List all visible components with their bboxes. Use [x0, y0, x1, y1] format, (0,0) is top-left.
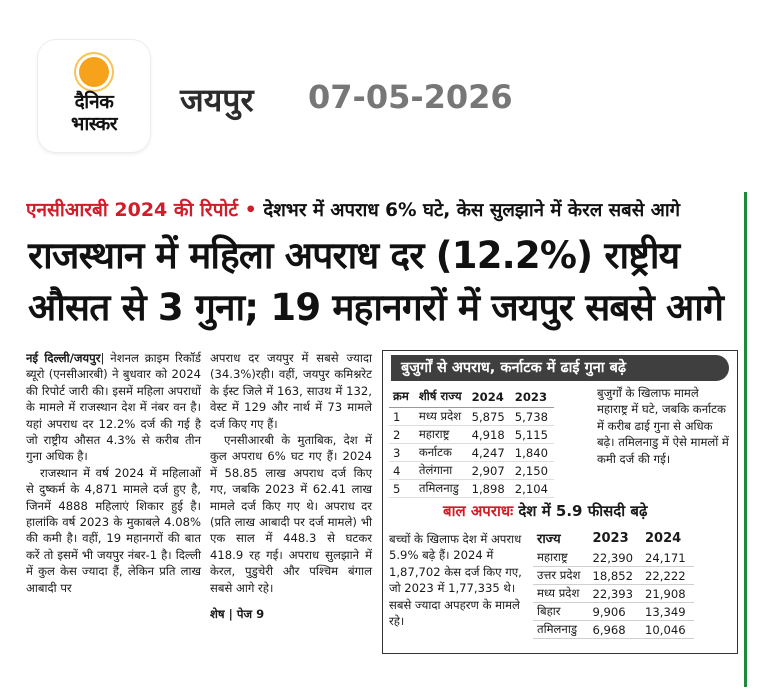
table-cell: 13,349: [641, 603, 694, 621]
kicker-source: एनसीआरबी 2024 की रिपोर्ट: [26, 199, 238, 221]
table-cell: 22,393: [588, 585, 641, 603]
table-cell: कर्नाटक: [415, 444, 468, 462]
stats-box: [382, 350, 738, 654]
table-cell: 5,115: [511, 426, 554, 444]
table-cell: मध्य प्रदेश: [533, 585, 588, 603]
article-column-2: [210, 350, 372, 623]
article-column-1: नई दिल्ली/जयपुर| नेशनल क्राइम रिकॉर्ड ब्यूरो (एनसीआरबी) ने बुधवार को 2024 की रिपोर्ट जारी की। इसमें महिला अपराधों के मामले में राजस्थान देश में नंबर वन है। यहां अपराध दर 12.2% दर्ज की गई है जो राष्ट्रीय औसत 4.3% से करीब तीन गुना अधिक है। राजस्थान में वर्ष 2024 में महिलाओं से दुष्कर्म के 4,871 मामले दर्ज हुए है, जिनमें 4888 महिलाएं शिकार हुई है। हालांकि वर्ष 2023 के मुकाबले 4.08% की कमी है। वहीं, 19 महानगरों की बात करें तो इसमें भी जयपुर नंबर-1 है। दिल्ली में कुल केस ज्यादा हैं, लेकिन प्रति लाख आबादी पर: [26, 351, 201, 595]
table-cell: 5,875: [468, 408, 511, 426]
child-table: [533, 527, 694, 639]
table-cell: 2,907: [468, 462, 511, 480]
table-cell: महाराष्ट्र: [533, 549, 588, 567]
sun-icon: [79, 57, 109, 87]
table-row: [533, 603, 694, 621]
table-cell: 6,968: [588, 621, 641, 639]
continued-marker: शेष | पेज 9: [210, 607, 265, 622]
table-cell: 4,247: [468, 444, 511, 462]
table-cell: बिहार: [533, 603, 588, 621]
table-header: 2023: [511, 387, 554, 408]
paragraph: अपराध दर जयपुर में सबसे ज्यादा (34.3%)रही। वहीं, जयपुर कमिश्नरेट के ईस्ट जिले में 163, साउथ में 132, वेस्ट में 129 और नार्थ में 73 मामले दर्ज किए गए हैं।: [210, 351, 372, 431]
table-header-row: [389, 387, 554, 408]
table-cell: 10,046: [641, 621, 694, 639]
table-cell: 3: [389, 444, 415, 462]
table-header: 2024: [468, 387, 511, 408]
table-row: [389, 480, 554, 498]
table-header: क्रम: [389, 387, 415, 408]
child-box-title-red: बाल अपराधः: [443, 502, 514, 520]
headline: [28, 230, 740, 334]
table-cell: 1,898: [468, 480, 511, 498]
table-cell: 2: [389, 426, 415, 444]
table-cell: 5,738: [511, 408, 554, 426]
dateline: नई दिल्ली/जयपुर: [26, 351, 101, 365]
table-cell: 1: [389, 408, 415, 426]
table-header: 2023: [592, 530, 629, 546]
table-row: [533, 549, 694, 567]
table-cell: मध्य प्रदेश: [415, 408, 468, 426]
table-row: [389, 444, 554, 462]
logo-line-2: भास्कर: [70, 113, 118, 135]
edition-city: जयपुर: [180, 81, 254, 119]
child-note: बच्चों के खिलाफ देश में अपराध 5.9% बढ़े हैं। 2024 में 1,87,702 केस दर्ज किए गए, जो 2023 में 1,77,335 थे। सबसे ज्यादा अपहरण के मामले रहे।: [389, 532, 522, 629]
logo-line-1: दैनिक: [74, 91, 114, 113]
table-cell: 21,908: [641, 585, 694, 603]
elderly-box-title: बुजुर्गों से अपराध, कर्नाटक में ढाई गुना बढ़े: [391, 355, 729, 381]
table-header: 2024: [645, 530, 682, 546]
paragraph: राजस्थान में वर्ष 2024 में महिलाओं से दुष्कर्म के 4,871 मामले दर्ज हुए है, जिनमें 4888 महिलाएं शिकार हुई है। हालांकि वर्ष 2023 के मुकाबले 4.08% की कमी है। वहीं, 19 महानगरों की बात करें तो इसमें भी जयपुर नंबर-1 है। दिल्ली में कुल केस ज्यादा हैं, लेकिन प्रति लाख आबादी पर: [26, 465, 201, 595]
headline-line-2: औसत से 3 गुना; 19 महानगरों में जयपुर सबसे आगे: [28, 286, 724, 329]
table-row: [389, 408, 554, 426]
elderly-note: बुजुर्गों के खिलाफ मामले महाराष्ट्र में घटे, जबकि कर्नाटक में करीब ढाई गुना से अधिक बढ़े। तमिलनाडु में ऐसे मामलों में कमी दर्ज की गई।: [597, 386, 729, 466]
table-cell: 22,222: [641, 567, 694, 585]
table-row: [389, 426, 554, 444]
green-rule: [744, 192, 747, 687]
table-cell: तेलंगाना: [415, 462, 468, 480]
child-box-title-rest: देश में 5.9 फीसदी बढ़े: [518, 502, 648, 520]
table-cell: 2,104: [511, 480, 554, 498]
elderly-table: [389, 387, 554, 498]
table-cell: तमिलनाडु: [533, 621, 588, 639]
table-cell: 24,171: [641, 549, 694, 567]
table-cell: 2,150: [511, 462, 554, 480]
table-cell: 1,840: [511, 444, 554, 462]
child-box-title: [443, 501, 647, 521]
paragraph: नेशनल क्राइम रिकॉर्ड ब्यूरो (एनसीआरबी) ने बुधवार को 2024 की रिपोर्ट जारी की। इसमें महिला अपराधों के मामले में राजस्थान देश में नंबर वन है। यहां अपराध दर 12.2% दर्ज की गई है जो राष्ट्रीय औसत 4.3% से करीब तीन गुना अधिक है।: [26, 351, 201, 464]
table-row: [533, 567, 694, 585]
table-cell: उत्तर प्रदेश: [533, 567, 588, 585]
table-row: [533, 585, 694, 603]
kicker-bullet: •: [244, 199, 257, 221]
newspaper-logo: [38, 40, 150, 152]
table-header: शीर्ष राज्य: [415, 387, 468, 408]
table-row: [533, 621, 694, 639]
table-cell: 9,906: [588, 603, 641, 621]
table-row: [389, 462, 554, 480]
table-cell: 5: [389, 480, 415, 498]
table-cell: 4,918: [468, 426, 511, 444]
news-clipping: [26, 190, 740, 680]
headline-line-1: राजस्थान में महिला अपराध दर (12.2%) राष्ट्रीय: [28, 234, 680, 277]
table-cell: तमिलनाडु: [415, 480, 468, 498]
table-cell: 22,390: [588, 549, 641, 567]
kicker-text: देशभर में अपराध 6% घटे, केस सुलझाने में केरल सबसे आगे: [263, 200, 681, 221]
edition-date: 07-05-2026: [308, 78, 513, 116]
kicker: [26, 196, 680, 222]
table-cell: महाराष्ट्र: [415, 426, 468, 444]
table-header: राज्य: [537, 532, 561, 547]
table-header-row: [533, 527, 694, 549]
paragraph: एनसीआरबी के मुताबिक, देश में कुल अपराध 6% घट गए हैं। 2024 में 58.85 लाख अपराध दर्ज किए गए, जबकि 2023 में 62.41 लाख मामले दर्ज किए गए थे। अपराध दर (प्रति लाख आबादी पर दर्ज मामले) भी एक साल में 448.3 से घटकर 418.9 रह गई। अपराध सुलझाने में केरल, पुडुचेरी और पश्चिम बंगाल सबसे आगे रहे।: [210, 433, 372, 595]
table-cell: 4: [389, 462, 415, 480]
table-cell: 18,852: [588, 567, 641, 585]
